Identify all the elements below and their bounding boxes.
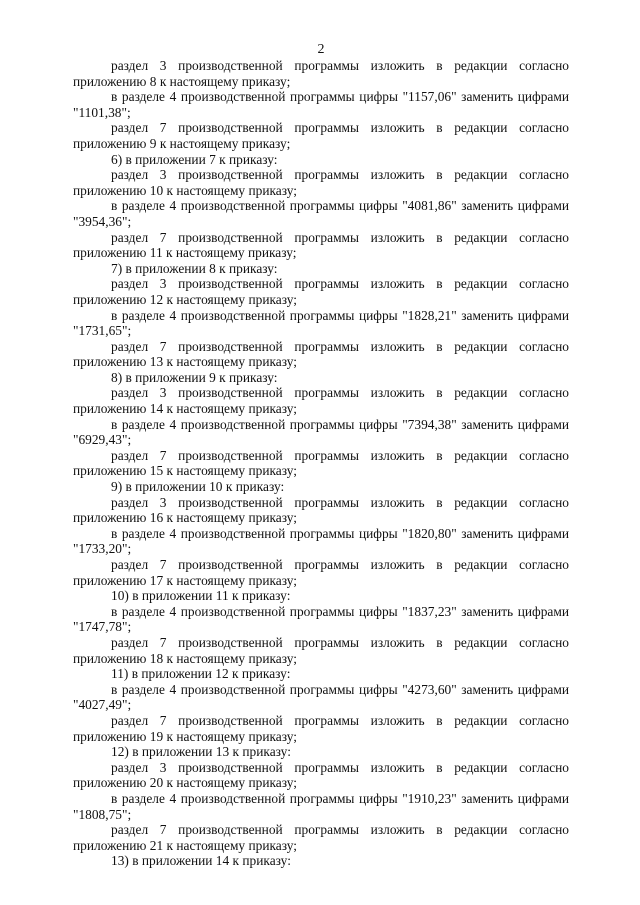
paragraph-26: 12) в приложении 13 к приказу: bbox=[111, 744, 291, 760]
page-number: 2 bbox=[317, 42, 325, 57]
paragraph-29: раздел 7 производственной программы изложить в редакции согласно приложению 21 к настоящему приказу; bbox=[73, 822, 569, 853]
paragraph-5: раздел 3 производственной программы изложить в редакции согласно приложению 10 к настоящему приказу; bbox=[73, 167, 569, 198]
paragraph-9: раздел 3 производственной программы изложить в редакции согласно приложению 12 к настоящему приказу; bbox=[73, 276, 569, 307]
paragraph-15: раздел 7 производственной программы изложить в редакции согласно приложению 15 к настоящему приказу; bbox=[73, 447, 569, 479]
paragraph-11: раздел 7 производственной программы изложить в редакции согласно приложению 13 к настоящему приказу; bbox=[73, 338, 569, 370]
paragraph-4: 6) в приложении 7 к приказу: bbox=[111, 151, 278, 167]
paragraph-16: 9) в приложении 10 к приказу: bbox=[111, 479, 285, 495]
paragraph-22: раздел 7 производственной программы изложить в редакции согласно приложению 18 к настоящему приказу; bbox=[73, 634, 569, 666]
paragraph-23: 11) в приложении 12 к приказу: bbox=[111, 666, 291, 682]
paragraph-18: в разделе 4 производственной программы цифры "1820,80" заменить цифрами "1733,20"; bbox=[73, 525, 569, 557]
paragraph-17: раздел 3 производственной программы изложить в редакции согласно приложению 16 к настоящему приказу; bbox=[73, 494, 569, 526]
paragraph-24: в разделе 4 производственной программы цифры "4273,60" заменить цифрами "4027,49"; bbox=[73, 681, 569, 713]
paragraph-13: раздел 3 производственной программы изложить в редакции согласно приложению 14 к настоящему приказу; bbox=[73, 385, 569, 417]
paragraph-7: раздел 7 производственной программы изложить в редакции согласно приложению 11 к настоящему приказу; bbox=[73, 229, 569, 261]
paragraph-12: 8) в приложении 9 к приказу: bbox=[111, 369, 278, 385]
paragraph-3: раздел 7 производственной программы изложить в редакции согласно приложению 9 к настоящему приказу; bbox=[73, 120, 569, 151]
paragraph-2: в разделе 4 производственной программы цифры "1157,06" заменить цифрами "1101,38"; bbox=[73, 89, 569, 120]
paragraph-20: 10) в приложении 11 к приказу: bbox=[111, 588, 291, 604]
paragraph-30: 13) в приложении 14 к приказу: bbox=[111, 853, 291, 869]
paragraph-1: раздел 3 производственной программы изложить в редакции согласно приложению 8 к настоящему приказу; bbox=[73, 58, 569, 89]
paragraph-28: в разделе 4 производственной программы цифры "1910,23" заменить цифрами "1808,75"; bbox=[73, 790, 569, 822]
paragraph-21: в разделе 4 производственной программы цифры "1837,23" заменить цифрами "1747,78"; bbox=[73, 603, 569, 635]
paragraph-25: раздел 7 производственной программы изложить в редакции согласно приложению 19 к настоящему приказу; bbox=[73, 712, 569, 744]
paragraph-6: в разделе 4 производственной программы цифры "4081,86" заменить цифрами "3954,36"; bbox=[73, 198, 569, 229]
paragraph-8: 7) в приложении 8 к приказу: bbox=[111, 260, 278, 276]
paragraph-10: в разделе 4 производственной программы цифры "1828,21" заменить цифрами "1731,65"; bbox=[73, 307, 569, 339]
paragraph-27: раздел 3 производственной программы изложить в редакции согласно приложению 20 к настоящему приказу; bbox=[73, 759, 569, 791]
paragraph-14: в разделе 4 производственной программы цифры "7394,38" заменить цифрами "6929,43"; bbox=[73, 416, 569, 448]
paragraph-19: раздел 7 производственной программы изложить в редакции согласно приложению 17 к настоящему приказу; bbox=[73, 557, 569, 588]
